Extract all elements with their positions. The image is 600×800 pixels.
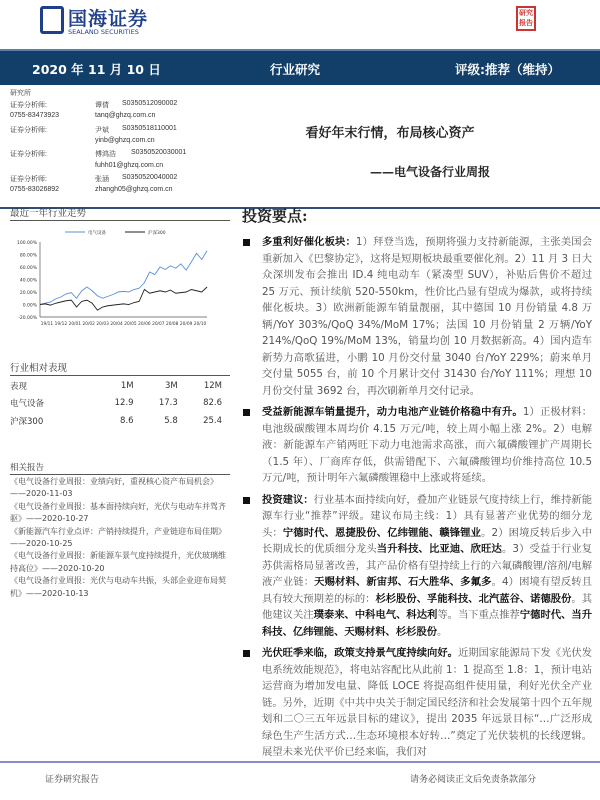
x-tick-label: 19/11 [40, 322, 54, 327]
related-report-link[interactable] [10, 501, 232, 526]
table-header-row [10, 377, 222, 395]
rating: 评级:推荐（维持） [455, 62, 560, 77]
related-report-date: ——2020-10-20 [42, 563, 105, 573]
related-report-title: 《电气设备行业周报：业绩向好，重视核心资产布局机会》 [10, 477, 218, 486]
bullet-square-icon [243, 497, 250, 504]
bullet-square-icon [243, 239, 250, 246]
table-header-cell: 1M [120, 380, 134, 391]
legend-label: 电气设备 [88, 231, 106, 236]
analyst-label: 证券分析师: [10, 175, 47, 183]
related-report-link[interactable] [10, 575, 232, 600]
emphasis-text: 杉杉股份、孚能科技、北汽蓝谷、诺德股份 [375, 592, 572, 605]
analyst-label: 证券分析师: [10, 126, 47, 134]
table-row [10, 412, 222, 430]
x-tick-label: 20/08 [166, 322, 179, 327]
body-text: 行业基本面持续向好，叠加产业链景气度持续上行，维持新能源车行业“推荐”评级。建议布局主线：1）具有显著产业优势的细分龙头： [262, 493, 593, 539]
table-cell: 82.6 [203, 398, 222, 409]
bullet-square-icon [243, 409, 250, 416]
analyst-name: 傅鸿浩 [95, 151, 116, 159]
y-tick-label: -20.00% [18, 316, 37, 321]
related-report-date: ——2020-10-13 [26, 588, 89, 598]
body-text: 。4）困境有望反转且具有较大预期差的标的： [262, 576, 592, 605]
x-tick-label: 20/06 [138, 322, 151, 327]
divider [10, 375, 230, 376]
key-points-heading: 投资要点: [242, 207, 308, 225]
x-tick-label: 20/07 [152, 322, 165, 327]
research-stamp-icon: 研究报告 [516, 6, 536, 31]
related-report-link[interactable] [10, 476, 232, 501]
y-tick-label: 20.00% [19, 291, 37, 296]
emphasis-text: 宁德时代、当升科技、亿纬锂能、天赐材料、杉杉股份 [262, 609, 593, 638]
table-header-cell: 12M [203, 380, 222, 391]
related-report-date: ——2020-10-27 [26, 514, 89, 524]
table-header-cell: 表现 [10, 381, 28, 392]
bullet-square-icon [243, 650, 250, 657]
table-row [10, 395, 222, 413]
table-header-cell: 3M [165, 380, 178, 391]
x-tick-label: 20/05 [124, 322, 137, 327]
analyst-name: 谭倩 [95, 102, 109, 109]
related-report-title: 《新能源汽车行业点评：产销持续提升，产业链迎布局佳期》 [10, 526, 226, 536]
related-report-link[interactable] [10, 526, 232, 551]
analyst-cert: S0350520040002 [122, 173, 178, 181]
key-point-paragraph [240, 645, 592, 761]
y-tick-label: 40.00% [19, 278, 37, 284]
table-cell: 17.3 [158, 398, 178, 409]
divider [10, 220, 230, 221]
analyst-email[interactable]: tanq@ghzq.com.cn [95, 112, 156, 120]
analyst-email[interactable]: yinb@ghzq.com.cn [95, 136, 155, 144]
emphasis-text: 宁德时代、恩捷股份、亿纬锂能、赣锋锂业 [282, 526, 482, 539]
x-tick-label: 20/02 [82, 322, 95, 327]
body-text: 。 [437, 625, 448, 638]
x-tick-label: 19/12 [54, 322, 68, 327]
dept-label: 研究所 [10, 90, 31, 97]
emphasis-text: 天赐材料、新宙邦、石大胜华、多氟多 [314, 576, 492, 588]
footer-divider [0, 761, 600, 763]
y-tick-label: 60.00% [19, 266, 37, 271]
logo-name-en: SEALAND SECURITIES [68, 28, 139, 36]
legend-label: 沪深300 [148, 231, 166, 236]
related-reports-list [10, 476, 232, 600]
analyst-phone: 0755-83026892 [10, 186, 60, 194]
series-line-0 [40, 251, 207, 305]
x-tick-label: 20/10 [193, 322, 207, 327]
table-cell: 5.8 [164, 415, 178, 426]
report-type: 行业研究 [270, 62, 321, 77]
emphasis-text: 投资建议： [262, 493, 314, 506]
key-points-body [240, 234, 592, 766]
emphasis-text: 璞泰来、中科电气、科达利 [313, 609, 438, 621]
body-text: 。3）受益于行业复苏供需格局显著改善，其产品价格有望持续上行的六氟磷酸锂/溶剂/电解液产业链： [262, 543, 593, 588]
perf-table [10, 377, 222, 430]
x-tick-label: 20/01 [68, 322, 81, 327]
emphasis-text: 光伏旺季来临，政策支持景气度持续向好。 [262, 647, 458, 659]
header-band [0, 49, 600, 85]
perf-heading: 行业相对表现 [10, 363, 68, 374]
x-tick-label: 20/03 [96, 322, 109, 327]
emphasis-text: 多重利好催化板块： [262, 236, 356, 248]
analyst-label: 证券分析师: [10, 151, 47, 159]
analyst-cert: S0350512090002 [122, 100, 178, 107]
table-cell: 沪深300 [10, 416, 44, 427]
series-line-1 [40, 287, 207, 310]
trend-heading: 最近一年行业走势 [10, 208, 87, 219]
analyst-cert: S0350518110001 [122, 124, 177, 132]
report-subtitle: ——电气设备行业周报 [369, 165, 490, 179]
related-report-title: 《电气设备行业周报：光伏与电动车共振，头部企业迎布局契机》 [10, 576, 226, 598]
analyst-email[interactable]: fuhh01@ghzq.com.cn [95, 161, 164, 169]
related-heading: 相关报告 [10, 463, 45, 473]
analyst-cert: S0350520030001 [131, 149, 187, 157]
report-title: 看好年末行情，布局核心资产 [305, 126, 475, 141]
table-cell: 8.6 [120, 415, 134, 426]
analyst-name: 张涵 [95, 175, 109, 183]
x-tick-label: 20/09 [179, 322, 193, 327]
body-text: 近期国家能源局下发《光伏发电系统效能规范》，将电站容配比从此前 1：1 提高至 1.8：1，预计电站运营商为增加发电量、降低 LOCE 将提高组件使用量，利好光伏全产业链。另外，近期《中共中央关于制定国民经济和社会发展第十四个五年规划和二〇三五年远景目标的建议》，提出 2035 年远景目标“…广泛形成绿色生产生活方式…生态环境根本好转…”奠定了光伏装机的长线逻辑。展望未来光伏平价已经来临，我们对 [262, 647, 593, 758]
divider [10, 474, 230, 475]
body-text: 1）正极材料：电池级碳酸锂本周均价 4.15 万元/吨，较上周小幅上涨 2%。2）电解液：新能源车产销两旺下动力电池需求高涨，而六氟磷酸锂扩产周期长（1.5 年）、厂商库存低，供需错配下、六氟磷酸锂均价维持高位 10.5 万元/吨，预计明年六氟磷酸锂稳中上涨或将延续。 [262, 406, 592, 484]
key-point-paragraph [240, 404, 592, 487]
related-report-date: ——2020-11-03 [10, 489, 73, 499]
table-cell: 25.4 [203, 415, 222, 426]
report-date: 2020 年 11 月 10 日 [32, 62, 161, 77]
analyst-label: 证券分析师: [10, 102, 47, 109]
footer-disclaimer: 请务必阅读正文后免责条款部分 [410, 775, 537, 785]
analyst-email[interactable]: zhangh05@ghzq.com.cn [95, 186, 173, 194]
body-text: 等。当下重点推荐 [437, 609, 520, 621]
related-report-title: 《电气设备行业周报：新能源车景气度持续提升，光伏玻璃维持高位》 [10, 551, 226, 573]
y-tick-label: 80.00% [19, 253, 37, 259]
key-point-paragraph [240, 492, 592, 641]
table-cell: 12.9 [114, 398, 134, 409]
analyst-phone: 0755-83473923 [10, 112, 60, 120]
related-report-title: 《电气设备行业周报：基本面持续向好，光伏与电动车并驾齐驱》 [10, 501, 226, 524]
emphasis-text: 受益新能源车销量提升，动力电池产业链价格稳中有升。 [262, 406, 523, 418]
related-report-link[interactable] [10, 550, 232, 575]
analyst-name: 尹斌 [95, 126, 109, 134]
body-text: 1）拜登当选，预期将强力支持新能源，主张美国会重新加入《巴黎协定》，这将是短期板块最重要催化剂。2）11 月 3 日大众深圳发布会推出 ID.4 纯电动车（紧凑型 SUV），补贴后售价不超过 25 万元、预计续航 520-550km，性价比凸显有望成为爆款，或将持续催化板块。3）欧洲新能源车销量靓丽，其中德国 10 月份销量 4.8 万辆/YoY 303%/QoQ 34%/MoM 17%；法国 10 月份销量 2 万辆/YoY 214%/QoQ 19%/MoM 13%，销量均创 10 月数据新高。4）国内造车新势力高歌猛进，小鹏 10 月份交付量 3040 台/YoY 229%；蔚来单月交付量 5055 台，前 10 个月累计交付 31430 台/YoY 111%；理想 10 月份交付量 3692 台，再次刷新单月交付记录。 [262, 236, 592, 397]
logo-name-cn: 国海证券 [68, 8, 149, 30]
emphasis-text: 当升科技、比亚迪、欣旺达 [376, 543, 502, 555]
body-text: 。其他建议关注 [262, 592, 593, 621]
body-text: 。2）困境反转后步入中长期成长的优质细分龙头 [262, 526, 593, 555]
x-tick-label: 20/04 [110, 322, 123, 327]
company-logo [40, 6, 170, 38]
logo-mark-icon [40, 6, 64, 34]
footer-left: 证券研究报告 [45, 775, 100, 785]
y-tick-label: 0.00% [22, 303, 37, 309]
y-tick-label: 100.00% [16, 241, 37, 246]
trend-chart [0, 222, 230, 342]
table-cell: 电气设备 [10, 399, 45, 410]
related-report-date: ——2020-10-25 [10, 539, 73, 549]
key-point-paragraph [240, 234, 592, 399]
